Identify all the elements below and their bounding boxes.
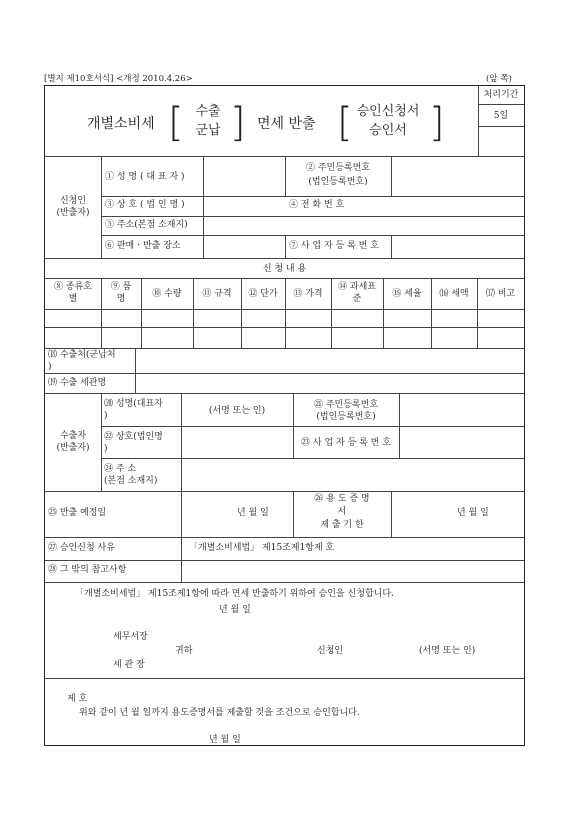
certificate-deadline-label-1: ㉖ 용 도 증 명 xyxy=(314,494,370,504)
exporter-sign-placeholder: (서명 또는 인) xyxy=(208,406,266,416)
col-taxbase-label-2: 준 xyxy=(352,294,362,304)
export-destination-label-2: ) xyxy=(48,362,52,372)
shipment-date-value: 년 월 일 xyxy=(237,508,269,518)
exporter-address-label-2: (본점 소재지) xyxy=(104,476,158,486)
bracket-close-1: ] xyxy=(230,100,246,146)
declaration-applicant-label: 신청인 xyxy=(317,646,344,656)
title-opt-military: 군납 xyxy=(195,123,221,138)
field-crn-label: (법인등록번호) xyxy=(308,177,368,187)
exporter-company-label-2: ) xyxy=(104,444,108,454)
approval-text: 위와 같이 년 월 일까지 용도증명서를 제출할 것을 조건으로 승인합니다. xyxy=(79,708,360,718)
application-reason-value: 「개별소비세법」 제15조제1항제 호 xyxy=(189,543,335,553)
exporter-rrn-label: ㉑ 주민등록번호 xyxy=(313,400,379,410)
processing-period-label: 처리기간 xyxy=(483,90,519,100)
exporter-group-sub: (반출자) xyxy=(56,443,90,453)
field-rrn-label: ② 주민등록번호 xyxy=(305,163,371,173)
addressee-honorific: 귀하 xyxy=(175,646,193,656)
title-opt-approval: 승인서 xyxy=(369,123,407,138)
approval-number: 제 호 xyxy=(67,694,88,704)
field-company-label: ③ 상 호 ( 법 인 명 ) xyxy=(105,200,185,210)
certificate-deadline-value: 년 월 일 xyxy=(457,508,489,518)
field-address-label: ⑤ 주소(본점 소재지) xyxy=(105,220,188,230)
col-price-label: ⑬ 가격 xyxy=(293,289,323,299)
applicant-group-label: 신청인 xyxy=(59,196,87,206)
exporter-company-label-1: ㉒ 상호(법인명 xyxy=(104,432,163,442)
form-frame xyxy=(44,85,525,746)
title-opt-export: 수출 xyxy=(195,104,221,119)
exporter-address-label-1: ㉔ 주 소 xyxy=(104,464,137,474)
declaration-date: 년 월 일 xyxy=(219,605,251,615)
certificate-deadline-label-2: 서 xyxy=(337,507,347,517)
bracket-open-1: [ xyxy=(168,100,184,146)
exporter-name-label-2: ) xyxy=(104,411,108,421)
approval-date: 년 월 일 xyxy=(209,735,241,745)
col-quantity-label: ⑩ 수량 xyxy=(152,289,182,299)
exporter-name-label-1: ⒇ 성명(대표자 xyxy=(104,399,163,409)
field-phone-label: ④ 전 화 번 호 xyxy=(289,200,345,210)
col-spec-label: ⑪ 규격 xyxy=(202,289,232,299)
field-sales-place-label: ⑥ 판매ㆍ반출 장소 xyxy=(105,241,181,251)
applicant-group-sub: (반출자) xyxy=(56,208,90,218)
request-title: 신 청 내 용 xyxy=(262,264,307,274)
col-taxrate-label: ⑮ 세율 xyxy=(392,289,422,299)
shipment-date-label: ㉕ 반출 예정일 xyxy=(48,508,107,518)
exporter-group-label: 수출자 xyxy=(59,431,87,441)
declaration-sign-placeholder: (서명 또는 인) xyxy=(419,646,476,656)
col-taxbase-label-1: ⑭ 과세표 xyxy=(338,282,376,292)
form-number: [별지 제10호서식] <개정 2010.4.26> xyxy=(44,74,193,84)
addressee-tax-office: 세무서장 xyxy=(113,632,148,642)
page-side: (앞 쪽) xyxy=(486,74,512,84)
export-customs-label: ⒆ 수출 세관명 xyxy=(48,378,107,388)
exporter-crn-label: (법인등록번호) xyxy=(316,412,376,422)
bracket-open-2: [ xyxy=(337,100,353,146)
field-bizno-label: ⑦ 사 업 자 등 록 번 호 xyxy=(289,241,379,251)
other-notes-label: ㉘ 그 밖의 참고사항 xyxy=(48,565,127,575)
col-category-label-1: ⑧ 종류호 xyxy=(54,282,92,292)
title-part2: 면세 반출 xyxy=(257,116,316,132)
title-opt-application: 승인신청서 xyxy=(356,104,420,119)
exporter-bizno-label: ㉓ 사 업 자 등 록 번 호 xyxy=(301,438,391,448)
col-item-label-1: ⑨ 품 xyxy=(110,282,132,292)
col-taxamount-label: ⒃ 세액 xyxy=(439,289,469,299)
title-part1: 개별소비세 xyxy=(87,116,155,132)
col-remarks-label: ⒄ 비고 xyxy=(485,289,516,299)
addressee-customs: 세 관 장 xyxy=(113,660,145,670)
col-category-label-2: 별 xyxy=(68,294,78,304)
certificate-deadline-label-3: 제 출 기 한 xyxy=(320,520,364,530)
field-name-label: ① 성 명 ( 대 표 자 ) xyxy=(105,172,185,182)
bracket-close-2: ] xyxy=(429,100,445,146)
processing-period-value: 5일 xyxy=(493,111,509,121)
declaration-text: 「개별소비세법」 제15조제1항에 따라 면세 반출하기 위하여 승인을 신청합니다. xyxy=(75,589,394,599)
export-destination-label-1: ⒅ 수출처(군납처 xyxy=(48,350,116,360)
col-unitprice-label: ⑫ 단가 xyxy=(248,289,278,299)
col-item-label-2: 명 xyxy=(116,294,126,304)
application-reason-label: ㉗ 승인신청 사유 xyxy=(48,543,115,553)
